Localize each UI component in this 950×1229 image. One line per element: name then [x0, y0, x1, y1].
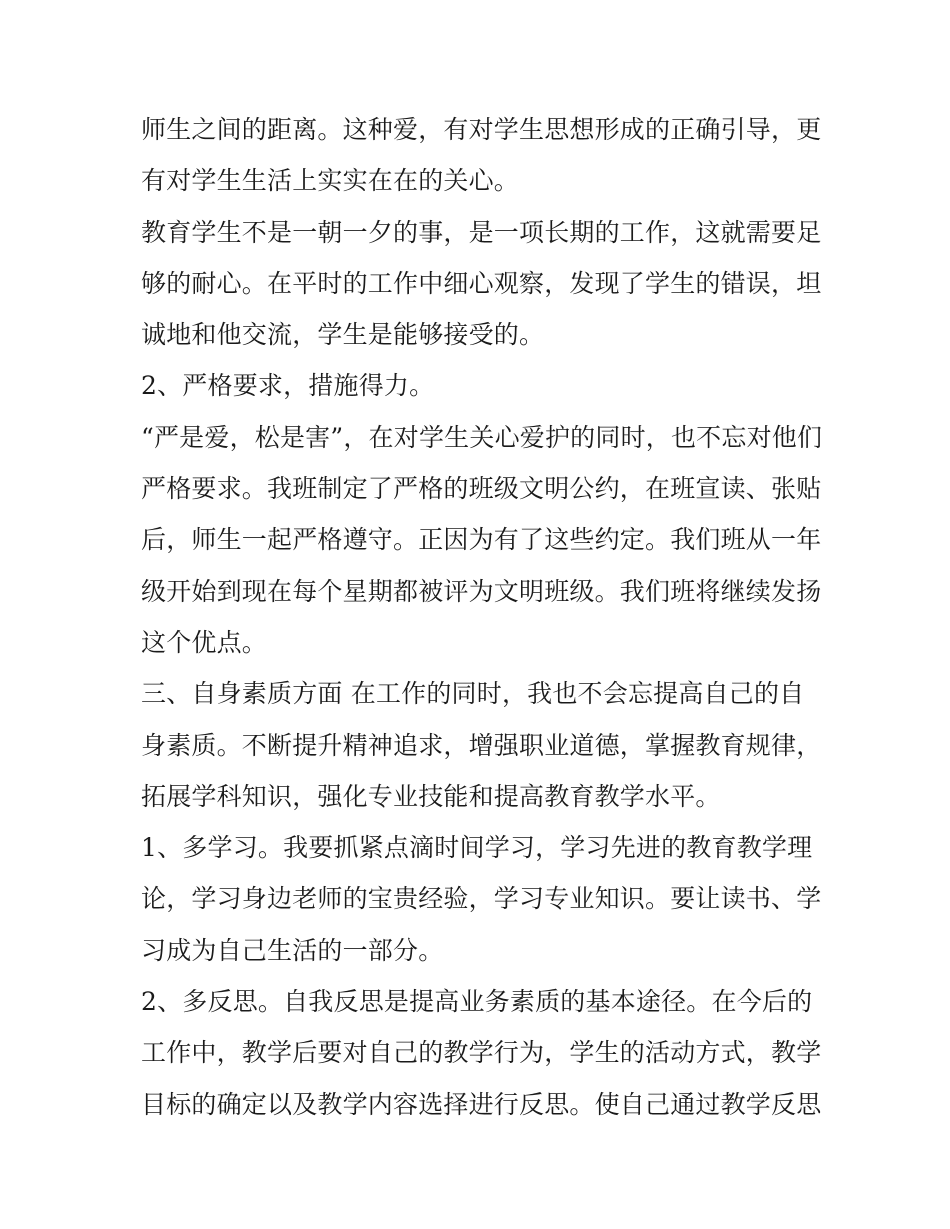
text-line: 目标的确定以及教学内容选择进行反思。使自己通过教学反思: [141, 1089, 822, 1119]
section-heading: 2、严格要求，措施得力。: [141, 371, 435, 401]
text-line: 级开始到现在每个星期都被评为文明班级。我们班将继续发扬: [141, 576, 822, 606]
body-text: [141, 104, 823, 1130]
text-line: 拓展学科知识，强化专业技能和提高教育教学水平。: [141, 781, 721, 811]
text-line: “严是爱，松是害”，在对学生关心爱护的同时，也不忘对他们: [141, 422, 823, 452]
text-line: 身素质。不断提升精神追求，增强职业道德，掌握教育规律，: [141, 730, 822, 760]
section-heading: 1、多学习。我要抓紧点滴时间学习，学习先进的教育教学理: [141, 833, 813, 863]
text-line: 有对学生生活上实实在在的关心。: [141, 166, 520, 196]
text-line: 论，学习身边老师的宝贵经验，学习专业知识。要让读书、学: [141, 884, 822, 914]
text-line: 这个优点。: [141, 627, 268, 657]
text-line: 师生之间的距离。这种爱，有对学生思想形成的正确引导，更: [141, 115, 822, 144]
text-line: 教育学生不是一朝一夕的事，是一项长期的工作，这就需要足: [141, 217, 822, 247]
section-heading: 2、多反思。自我反思是提高业务素质的基本途径。在今后的: [141, 987, 813, 1017]
text-line: 后，师生一起严格遵守。正因为有了这些约定。我们班从一年: [141, 525, 822, 555]
section-heading: 三、自身素质方面 在工作的同时，我也不会忘提高自己的自: [141, 679, 805, 709]
text-line: 诚地和他交流，学生是能够接受的。: [141, 320, 545, 350]
text-line: 够的耐心。在平时的工作中细心观察，发现了学生的错误，坦: [141, 268, 822, 298]
text-line: 习成为自己生活的一部分。: [141, 935, 444, 965]
text-line: 工作中，教学后要对自己的教学行为，学生的活动方式，教学: [141, 1038, 822, 1068]
text-line: 严格要求。我班制定了严格的班级文明公约，在班宣读、张贴: [141, 474, 822, 504]
